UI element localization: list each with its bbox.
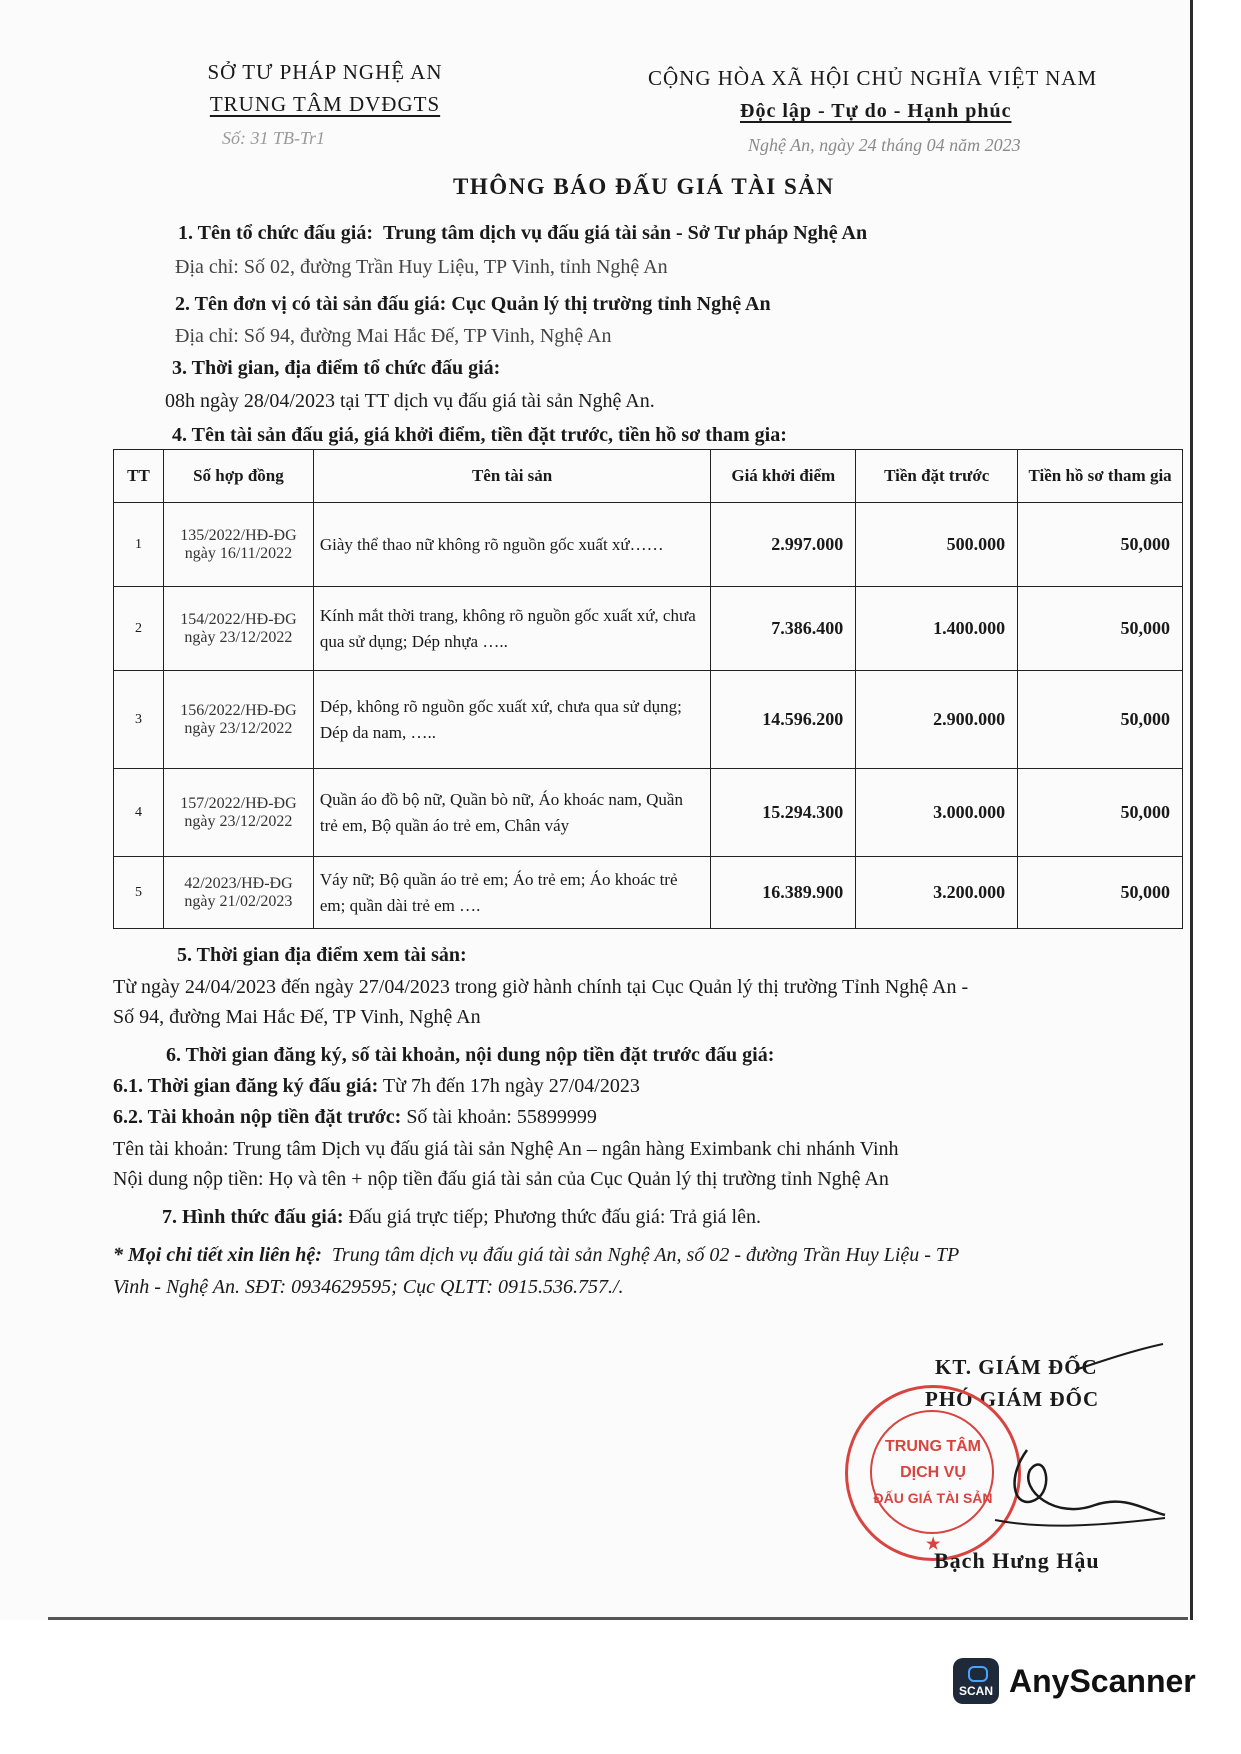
signer-name: Bạch Hưng Hậu xyxy=(934,1548,1100,1573)
section-5-line-2: Số 94, đường Mai Hắc Đế, TP Vinh, Nghệ An xyxy=(113,1006,481,1028)
assets-table xyxy=(113,449,1183,929)
table-row xyxy=(114,587,1183,671)
section-2-address: Địa chỉ: Số 94, đường Mai Hắc Đế, TP Vinh, Nghệ An xyxy=(175,325,612,347)
row-tt: 2 xyxy=(114,587,164,671)
handwritten-signature xyxy=(935,1340,1175,1550)
motto: Độc lập - Tự do - Hạnh phúc xyxy=(740,100,1012,122)
col-header-asset-name: Tên tài sản xyxy=(313,450,710,503)
col-header-tt: TT xyxy=(114,450,164,503)
row-tt: 3 xyxy=(114,671,164,769)
org-parent: SỞ TƯ PHÁP NGHỆ AN xyxy=(207,60,443,84)
row-tt: 5 xyxy=(114,857,164,929)
signature-title-2: PHÓ GIÁM ĐỐC xyxy=(925,1387,1100,1411)
stamp-text-2: DỊCH VỤ xyxy=(900,1464,966,1481)
contact-line-2: Vinh - Nghệ An. SĐT: 0934629595; Cục QLTT: 0915.536.757./. xyxy=(113,1276,624,1298)
page-title: THÔNG BÁO ĐẤU GIÁ TÀI SẢN xyxy=(453,174,835,199)
page-edge xyxy=(48,1617,1188,1620)
col-header-deposit: Tiền đặt trước xyxy=(856,450,1018,503)
section-3-value: 08h ngày 28/04/2023 tại TT dịch vụ đấu giá tài sản Nghệ An. xyxy=(165,390,655,412)
col-header-start-price: Giá khởi điểm xyxy=(711,450,856,503)
row-fee: 50,000 xyxy=(1018,769,1183,857)
row-start-price: 7.386.400 xyxy=(711,587,856,671)
stamp-text-3: ĐẤU GIÁ TÀI SẢN xyxy=(873,1490,993,1506)
scan-icon: SCAN xyxy=(953,1658,999,1704)
row-contract: 154/2022/HĐ-ĐG ngày 23/12/2022 xyxy=(163,587,313,671)
table-row xyxy=(114,857,1183,929)
row-asset-name: Giày thể thao nữ không rõ nguồn gốc xuất xứ…… xyxy=(313,503,710,587)
row-start-price: 16.389.900 xyxy=(711,857,856,929)
country-name: CỘNG HÒA XÃ HỘI CHỦ NGHĨA VIỆT NAM xyxy=(648,66,1098,90)
col-header-fee: Tiền hồ sơ tham gia xyxy=(1018,450,1183,503)
row-fee: 50,000 xyxy=(1018,671,1183,769)
section-3-label: 3. Thời gian, địa điểm tổ chức đấu giá: xyxy=(172,357,501,379)
row-asset-name: Váy nữ; Bộ quần áo trẻ em; Áo trẻ em; Áo khoác trẻ em; quần dài trẻ em …. xyxy=(313,857,710,929)
section-2: 2. Tên đơn vị có tài sản đấu giá: Cục Quản lý thị trường tỉnh Nghệ An xyxy=(175,293,771,315)
row-deposit: 3.000.000 xyxy=(856,769,1018,857)
row-asset-name: Dép, không rõ nguồn gốc xuất xứ, chưa qua sử dụng; Dép da nam, ….. xyxy=(313,671,710,769)
star-icon: ★ xyxy=(926,1536,941,1553)
row-tt: 4 xyxy=(114,769,164,857)
account-name: Tên tài khoản: Trung tâm Dịch vụ đấu giá tài sản Nghệ An – ngân hàng Eximbank chi nhánh Vinh xyxy=(113,1138,899,1160)
section-5-label: 5. Thời gian địa điểm xem tài sản: xyxy=(177,944,467,966)
org-name: TRUNG TÂM DVĐGTS xyxy=(209,92,441,116)
row-asset-name: Kính mắt thời trang, không rõ nguồn gốc xuất xứ, chưa qua sử dụng; Dép nhựa ….. xyxy=(313,587,710,671)
row-start-price: 2.997.000 xyxy=(711,503,856,587)
section-6-label: 6. Thời gian đăng ký, số tài khoản, nội dung nộp tiền đặt trước đấu giá: xyxy=(166,1044,775,1066)
section-1-address: Địa chỉ: Số 02, đường Trần Huy Liệu, TP Vinh, tỉnh Nghệ An xyxy=(175,256,668,278)
row-contract: 42/2023/HĐ-ĐG ngày 21/02/2023 xyxy=(163,857,313,929)
table-header-row xyxy=(114,450,1183,503)
section-4-label: 4. Tên tài sản đấu giá, giá khởi điểm, tiền đặt trước, tiền hồ sơ tham gia: xyxy=(172,424,787,446)
row-contract: 156/2022/HĐ-ĐG ngày 23/12/2022 xyxy=(163,671,313,769)
issue-date: Nghệ An, ngày 24 tháng 04 năm 2023 xyxy=(748,135,1021,155)
table-row xyxy=(114,769,1183,857)
row-start-price: 15.294.300 xyxy=(711,769,856,857)
section-5-line-1: Từ ngày 24/04/2023 đến ngày 27/04/2023 trong giờ hành chính tại Cục Quản lý thị trường Tỉnh Nghệ An - xyxy=(113,976,969,998)
table-row xyxy=(114,671,1183,769)
table-row xyxy=(114,503,1183,587)
payment-content: Nội dung nộp tiền: Họ và tên + nộp tiền đấu giá tài sản của Cục Quản lý thị trường tỉnh Nghệ An xyxy=(113,1168,889,1190)
col-header-contract: Số hợp đồng xyxy=(163,450,313,503)
stamp-text-1: TRUNG TÂM xyxy=(885,1438,981,1455)
section-7: 7. Hình thức đấu giá: Đấu giá trực tiếp; Phương thức đấu giá: Trả giá lên. xyxy=(162,1206,761,1228)
signature-title-1: KT. GIÁM ĐỐC xyxy=(935,1355,1098,1379)
anyscanner-logo xyxy=(953,1658,1196,1704)
contact-line-1: * Mọi chi tiết xin liên hệ: Trung tâm dịch vụ đấu giá tài sản Nghệ An, số 02 - đường Trần Huy Liệu - TP xyxy=(113,1244,960,1266)
row-start-price: 14.596.200 xyxy=(711,671,856,769)
row-deposit: 1.400.000 xyxy=(856,587,1018,671)
row-deposit: 3.200.000 xyxy=(856,857,1018,929)
section-6-2: 6.2. Tài khoản nộp tiền đặt trước: Số tài khoản: 55899999 xyxy=(113,1106,597,1128)
document-number: Số: 31 TB-Tr1 xyxy=(222,128,326,148)
row-tt: 1 xyxy=(114,503,164,587)
row-contract: 157/2022/HĐ-ĐG ngày 23/12/2022 xyxy=(163,769,313,857)
row-fee: 50,000 xyxy=(1018,503,1183,587)
row-deposit: 500.000 xyxy=(856,503,1018,587)
row-contract: 135/2022/HĐ-ĐG ngày 16/11/2022 xyxy=(163,503,313,587)
section-6-1: 6.1. Thời gian đăng ký đấu giá: Từ 7h đến 17h ngày 27/04/2023 xyxy=(113,1075,640,1097)
row-deposit: 2.900.000 xyxy=(856,671,1018,769)
row-fee: 50,000 xyxy=(1018,587,1183,671)
row-asset-name: Quần áo đồ bộ nữ, Quần bò nữ, Áo khoác nam, Quần trẻ em, Bộ quần áo trẻ em, Chân váy xyxy=(313,769,710,857)
brand-name: AnyScanner xyxy=(1009,1662,1196,1699)
row-fee: 50,000 xyxy=(1018,857,1183,929)
section-1: 1. Tên tổ chức đấu giá: Trung tâm dịch vụ đấu giá tài sản - Sở Tư pháp Nghệ An xyxy=(178,222,868,244)
